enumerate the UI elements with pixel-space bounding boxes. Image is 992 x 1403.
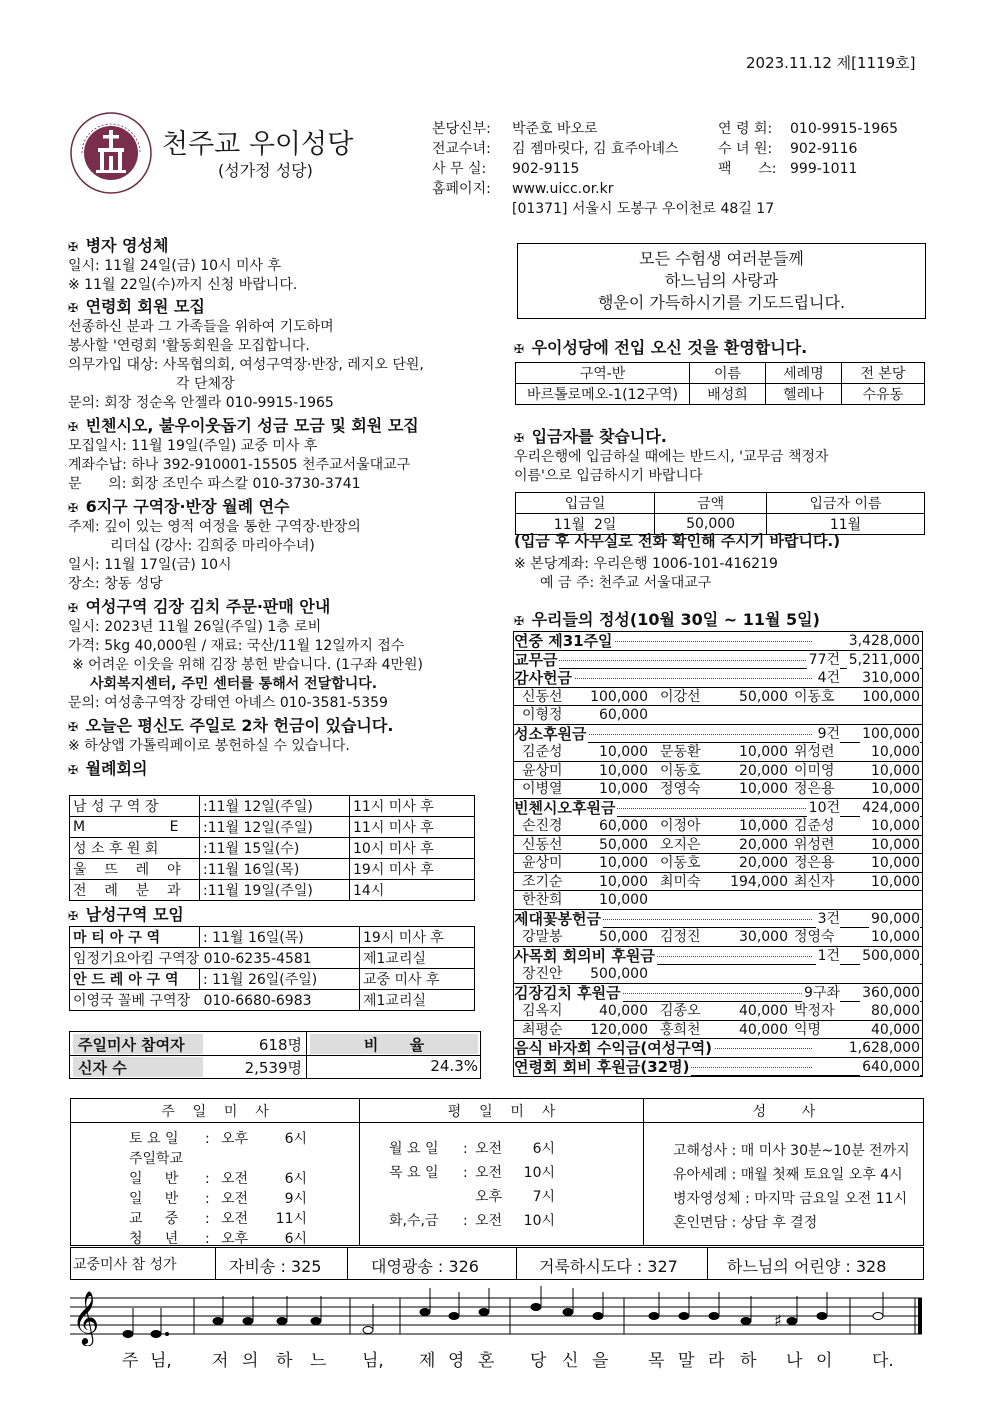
table-row: 안 드 레 아 구 역 : 11월 26일(주일) 교중 미사 후 (70, 969, 475, 990)
donor-name: 윤상미 (522, 762, 563, 779)
offering-count: 10건 (808, 799, 840, 816)
sacraments-list: 고해성사 : 매 미사 30분~10분 전까지 유아세례 : 매월 첫째 토요일 오후 4시 병자영성체 : 마지막 금요일 오전 11시 혼인면담 : 상담 후 결정 (673, 1143, 910, 1231)
offering-donor-row (514, 928, 922, 947)
donor-name: 위성련 (794, 836, 835, 853)
donor-name: 익명 (794, 1021, 822, 1038)
lyric-syllable: 제 (419, 1351, 436, 1371)
offering-category-row (514, 799, 922, 818)
weekday-mass-list: 월 요 일 : 오전 6시 목 요 일 : 오전 10시 오후 7시 화,수,금 : 오전 10시 (389, 1141, 555, 1229)
row-indent (514, 1021, 518, 1039)
section-title: ✠ 우이성당에 전입 오신 것을 환영합니다. (514, 338, 808, 357)
lyric-syllable: 님, (150, 1351, 172, 1371)
donor-amount: 60,000 (599, 707, 648, 723)
donor-name: 장진안 (522, 966, 563, 982)
donor-amount: 10,000 (871, 855, 920, 871)
donor-name: 최미숙 (660, 873, 701, 890)
row-indent (514, 688, 518, 706)
lyric-syllable: 의 (242, 1351, 259, 1371)
donor-name: 문동환 (660, 744, 701, 760)
cross-mark-icon: ✠ (68, 240, 79, 254)
table-row: 입금일 금액 입금자 이름 (516, 493, 925, 514)
offering-amount: 640,000 (862, 1058, 920, 1075)
attendance-box (69, 1031, 481, 1079)
address: [01371] 서울시 도봉구 우이천로 48길 17 (512, 201, 775, 217)
members-value: 2,539명 (244, 1059, 302, 1077)
mass-schedule (70, 1098, 924, 1246)
deposit-section: ✠ 입금자를 찾습니다. 우리은행에 입금하실 때에는 반드시, '교무금 책정자 이름'으로 입금하시기 바랍니다 (514, 427, 829, 484)
offering-category-label: 제대꽃봉헌금 (514, 909, 601, 928)
offering-category-row (514, 984, 922, 1003)
table-row: 전 례 분 과 :11월 19일(주일) 14시 (70, 880, 475, 901)
congrats-box: 모든 수험생 여러분들께 하느님의 사랑과 행운이 가득하시기를 기도드립니다. (517, 243, 926, 319)
leader-dots (554, 660, 812, 661)
offering-count: 77건 (808, 651, 840, 668)
weekday-mass-header: 평 일 미 사 (447, 1104, 556, 1120)
donor-name: 정영숙 (660, 781, 701, 797)
offering-count: 3건 (817, 910, 840, 927)
donor-amount: 10,000 (739, 818, 788, 834)
donor-amount: 10,000 (739, 781, 788, 797)
donor-name: 신동선 (522, 688, 563, 705)
section-title: ✠ 우리들의 정성(10월 30일 ~ 11월 5일) (514, 610, 820, 629)
donor-name: 강말봉 (522, 929, 563, 945)
donor-name: 신동선 (522, 836, 563, 853)
offering-amount: 100,000 (862, 725, 920, 742)
donor-name: 박정자 (794, 1003, 835, 1019)
donor-name: 김준성 (794, 818, 835, 834)
table-row: 성 소 후 원 회 :11월 15일(수) 10시 미사 후 (70, 838, 475, 859)
donor-name: 이정아 (660, 818, 701, 834)
lyric-syllable: 하 (740, 1351, 757, 1371)
donor-name: 정은용 (794, 781, 835, 797)
offering-table (513, 631, 923, 1077)
donor-amount: 10,000 (871, 873, 920, 890)
donor-amount: 10,000 (871, 929, 920, 945)
attendance-label: 주일미사 참여자 (73, 1034, 203, 1054)
donor-name: 이동호 (660, 762, 701, 779)
lyric-syllable: 님, (362, 1351, 384, 1371)
members-label: 신자 수 (73, 1057, 203, 1077)
hymn-kyrie: 자비송 : 325 (229, 1257, 322, 1276)
offering-amount: 3,428,000 (848, 633, 920, 649)
donor-amount: 20,000 (739, 836, 788, 853)
monthly-meeting-table (69, 795, 475, 901)
offering-donor-row (514, 1002, 922, 1021)
lyric-syllable: 하 (276, 1351, 293, 1371)
donor-amount: 194,000 (730, 873, 788, 890)
hymn-bar (70, 1247, 924, 1280)
cross-mark-icon: ✠ (68, 909, 79, 923)
sacraments-header: 성 사 (752, 1104, 816, 1120)
table-row: M E :11월 12일(주일) 11시 미사 후 (70, 817, 475, 838)
donor-name: 이미영 (794, 762, 835, 779)
donor-amount: 10,000 (599, 744, 648, 760)
row-indent (514, 965, 518, 983)
homepage-link[interactable]: www.uicc.or.kr (512, 181, 614, 197)
table-row: 울 뜨 레 야 :11월 16일(목) 19시 미사 후 (70, 859, 475, 880)
offering-category-row (514, 651, 922, 670)
sheet-music-notes (70, 1286, 926, 1346)
donor-amount: 10,000 (599, 855, 648, 871)
donor-name: 정영숙 (794, 929, 835, 945)
donor-amount: 20,000 (739, 855, 788, 871)
offering-donor-row (514, 836, 922, 855)
attendance-value: 618명 (258, 1036, 302, 1054)
donor-amount: 50,000 (599, 836, 648, 853)
donor-amount: 40,000 (739, 1021, 788, 1038)
donor-name: 이동호 (794, 688, 835, 705)
donor-amount: 40,000 (599, 1003, 648, 1019)
row-indent (514, 873, 518, 891)
row-indent (514, 780, 518, 798)
offering-category-row (514, 725, 922, 744)
row-indent (514, 836, 518, 854)
donor-name: 최신자 (794, 873, 835, 890)
offering-donor-row (514, 743, 922, 762)
offering-amount: 500,000 (862, 947, 920, 964)
hymn-label: 교중미사 참 성가 (73, 1257, 177, 1273)
donor-amount: 10,000 (599, 892, 648, 908)
offering-amount: 5,211,000 (848, 651, 920, 668)
lyric-syllable: 혼 (478, 1351, 495, 1371)
lyric-syllable: 을 (592, 1351, 609, 1371)
offering-category-label: 교무금 (514, 650, 558, 669)
donor-amount: 10,000 (871, 744, 920, 760)
offering-amount: 424,000 (862, 799, 920, 816)
row-indent (514, 928, 518, 946)
donor-name: 이동호 (660, 855, 701, 871)
offering-donor-row (514, 1021, 922, 1040)
donor-name: 손진경 (522, 818, 563, 834)
offering-amount: 1,628,000 (848, 1040, 920, 1056)
offering-count: 4건 (817, 670, 840, 686)
offering-category-label: 음식 바자회 수익금(여성구역) (514, 1039, 713, 1057)
row-indent (514, 743, 518, 761)
donor-name: 윤상미 (522, 855, 563, 871)
lyric-syllable: 라 (708, 1351, 725, 1371)
row-indent (514, 854, 518, 872)
left-column: ✠ 병자 영성체 일시: 11월 24일(금) 10시 미사 후 ※ 11월 22일(수)까지 신청 바랍니다. ✠ 연령회 회원 모집 선종하신 분과 그 가족들을 위하여 기도하며 봉사할 '연령회 '활동회원을 모집합니다. 의무가입 대상: 사목협의회, 여성구역장·반장, 레지오 단원, 각 단체장 문의: 회장 정순옥 안젤라 010-9915-1965 ✠ 빈첸시오, 불우이웃돕기 성금 모금 및 회원 모집 모집일시: 11월 19일(주일) 교중 미사 후 계좌수납: 하나 392-910001-15505 천주교서울대교구 문 의: 회장 조민수 파스칼 010-3730-3741 ✠ 6지구 구역장·반장 월례 연수 주제: 깊이 있는 영적 여정을 통한 구역장·반장의 리더십 (강사: 김희중 마리아수녀) 일시: 11월 17일(금) 10시 장소: 창동 성당 ✠ 여성구역 김장 김치 주문·판매 안내 일시: 2023년 11월 26일(주일) 1층 로비 가격: 5kg 40,000원 / 재료: 국산/11월 12일까지 접수 ※ 어려운 이웃을 위해 김장 봉헌 받습니다. (1구좌 4만원) 사회복지센터, 주민 센터를 통해서 전달합니다. 문의: 여성총구역장 강태연 아녜스 010-3581-5359 ✠ 오늘은 평신도 주일로 2차 헌금이 있습니다. ※ 하상앱 가톨릭페이로 봉헌하실 수 있습니다. ✠ 월례회의 (68, 236, 480, 780)
offering-donor-row (514, 762, 922, 781)
offering-category-label: 성소후원금 (514, 724, 587, 743)
offering-category-label: 감사헌금 (514, 669, 572, 687)
donor-amount: 10,000 (871, 762, 920, 779)
offering-amount: 360,000 (862, 984, 920, 1001)
cross-mark-icon: ✠ (68, 601, 79, 615)
parish-logo (70, 112, 152, 194)
offering-category-label: 연령회 회비 후원금(32명) (514, 1057, 690, 1076)
offering-category-row (514, 1039, 922, 1058)
cross-mark-icon: ✠ (68, 720, 79, 734)
donor-amount: 40,000 (871, 1021, 920, 1038)
offering-donor-row (514, 965, 922, 984)
offering-category-label: 연중 제31주일 (514, 632, 613, 650)
donor-name: 최평순 (522, 1021, 563, 1038)
parish-subtitle: (성가정 성당) (218, 161, 313, 180)
hymn-agnus-dei: 하느님의 어린양 : 328 (727, 1257, 887, 1276)
offering-donor-row (514, 854, 922, 873)
donor-amount: 10,000 (599, 781, 648, 797)
offering-count: 9건 (817, 725, 840, 742)
offering-category-row (514, 1058, 922, 1077)
lyric-syllable: 목 (648, 1351, 665, 1371)
cross-mark-icon: ✠ (68, 301, 79, 315)
donor-amount: 10,000 (599, 762, 648, 779)
parish-name: 천주교 우이성당 (162, 129, 354, 160)
sunday-mass-list: 토 요 일 : 오후 6시 주일학교 일 반 : 오전 6시 일 반 : 오전 9시 교 중 : 오전 11시 청 년 : 오후 6시 (129, 1131, 307, 1247)
offering-category-row (514, 947, 922, 966)
welcome-table (515, 362, 925, 405)
offering-category-label: 사목회 회의비 후원금 (514, 946, 655, 965)
donor-amount: 10,000 (871, 781, 920, 797)
donor-amount: 10,000 (599, 873, 648, 890)
table-row: 이영국 꼴베 구역장 010-6680-6983 제1교리실 (70, 990, 475, 1011)
donor-name: 조기순 (522, 873, 563, 890)
offering-category-row (514, 669, 922, 688)
row-indent (514, 762, 518, 780)
ratio-label: 비 율 (310, 1034, 478, 1054)
table-row: 남 성 구 역 장 :11월 12일(주일) 11시 미사 후 (70, 796, 475, 817)
lyric-syllable: 다. (872, 1351, 894, 1371)
hymn-gloria: 대영광송 : 326 (371, 1257, 479, 1276)
donor-amount: 10,000 (871, 818, 920, 834)
offering-donor-row (514, 706, 922, 725)
lyric-syllable: 이 (816, 1351, 833, 1371)
offering-donor-row (514, 873, 922, 892)
donor-amount: 10,000 (871, 836, 920, 853)
donor-name: 이병열 (522, 781, 563, 797)
cross-mark-icon: ✠ (514, 614, 525, 628)
cross-mark-icon: ✠ (68, 501, 79, 515)
offering-donor-row (514, 688, 922, 707)
row-indent (514, 817, 518, 835)
offering-category-label: 김장김치 후원금 (514, 983, 621, 1002)
row-indent (514, 706, 518, 724)
section-title: ✠ 병자 영성체 (68, 236, 169, 255)
leader-dots (554, 678, 812, 679)
hymn-sanctus: 거룩하시도다 : 327 (539, 1257, 678, 1276)
lyric-syllable: 신 (562, 1351, 579, 1371)
lyric-syllable: 영 (448, 1351, 465, 1371)
donor-name: 위성련 (794, 744, 835, 760)
table-row: 마 티 아 구 역 : 11월 16일(목) 19시 미사 후 (70, 927, 475, 948)
lyric-syllable: 말 (678, 1351, 695, 1371)
svg-text:♯: ♯ (774, 1311, 782, 1330)
issue-number: 2023.11.12 제[1119호] (746, 54, 916, 72)
offering-donor-row (514, 817, 922, 836)
donor-amount: 80,000 (871, 1003, 920, 1019)
donor-amount: 20,000 (739, 762, 788, 779)
parish-info-left: 본당신부: 박준호 바오로 전교수녀: 김 젬마릿다, 김 효주아녜스 사 무 실: 902-9115 홈페이지: www.uicc.or.kr [01371] 서울시 도봉구 우이천로 48길 17 (432, 121, 775, 217)
leader-dots (554, 734, 812, 735)
donor-name: 오지은 (660, 836, 701, 853)
section-title: ✠ 남성구역 모임 (68, 905, 184, 924)
ratio-value: 24.3% (430, 1057, 478, 1075)
lyric-syllable: 당 (530, 1351, 547, 1371)
donor-amount: 30,000 (739, 929, 788, 945)
lyric-syllable: 저 (212, 1351, 229, 1371)
donor-amount: 50,000 (739, 688, 788, 705)
table-row: 바르톨로메오-1(12구역) 배성희 헬레나 수유동 (516, 384, 925, 405)
offering-category-row (514, 910, 922, 929)
parish-info-right: 연 령 회: 010-9915-1965 수 녀 원: 902-9116 팩 스: 999-1011 (718, 121, 899, 177)
donor-amount: 10,000 (739, 744, 788, 760)
offering-donor-row (514, 780, 922, 799)
donor-name: 홍희천 (660, 1021, 701, 1038)
table-row: 구역-반 이름 세례명 전 본당 (516, 363, 925, 384)
donor-name: 김종오 (660, 1003, 701, 1019)
music-staff (70, 1286, 926, 1346)
donor-amount: 500,000 (590, 966, 648, 982)
treble-clef-icon: 𝄞 (72, 1290, 100, 1344)
donor-name: 이강선 (660, 688, 701, 705)
offering-amount: 310,000 (862, 670, 920, 686)
donor-amount: 100,000 (862, 688, 920, 705)
donor-name: 한찬희 (522, 892, 563, 908)
deposit-table (515, 492, 925, 535)
donor-name: 이형정 (522, 707, 563, 723)
cross-mark-icon: ✠ (68, 763, 79, 777)
men-district-table (69, 926, 475, 1011)
offering-count: 1건 (817, 947, 840, 964)
cross-mark-icon: ✠ (514, 431, 525, 445)
offering-category-label: 빈첸시오후원금 (514, 798, 616, 817)
lyric-syllable: 느 (310, 1351, 327, 1371)
row-indent (514, 891, 518, 909)
lyric-syllable: 주 (122, 1351, 139, 1371)
donor-amount: 60,000 (599, 818, 648, 834)
donor-amount: 50,000 (599, 929, 648, 945)
donor-name: 정은용 (794, 855, 835, 871)
cross-mark-icon: ✠ (514, 342, 525, 356)
donor-name: 김정진 (660, 929, 701, 945)
sunday-mass-header: 주 일 미 사 (161, 1104, 269, 1120)
table-row: 임정기요아킴 구역장 010-6235-4581 제1교리실 (70, 948, 475, 969)
deposit-notes: (입금 후 사무실로 전화 확인해 주시기 바랍니다.) ※ 본당계좌: 우리은행 1006-101-416219 예 금 주: 천주교 서울대교구 (514, 532, 841, 591)
lyric-syllable: 나 (786, 1351, 803, 1371)
lyrics (70, 1346, 926, 1370)
offering-count: 9구좌 (804, 984, 840, 1001)
row-indent (514, 1002, 518, 1020)
offering-amount: 90,000 (871, 910, 920, 927)
cross-mark-icon: ✠ (68, 420, 79, 434)
offering-category-row (514, 632, 922, 651)
offering-donor-row (514, 891, 922, 910)
donor-amount: 120,000 (590, 1021, 648, 1038)
donor-amount: 100,000 (590, 688, 648, 705)
donor-name: 김준성 (522, 744, 563, 760)
donor-amount: 40,000 (739, 1003, 788, 1019)
donor-name: 김옥지 (522, 1003, 563, 1019)
table-row: 11월 2일 50,000 11월 (516, 514, 925, 535)
